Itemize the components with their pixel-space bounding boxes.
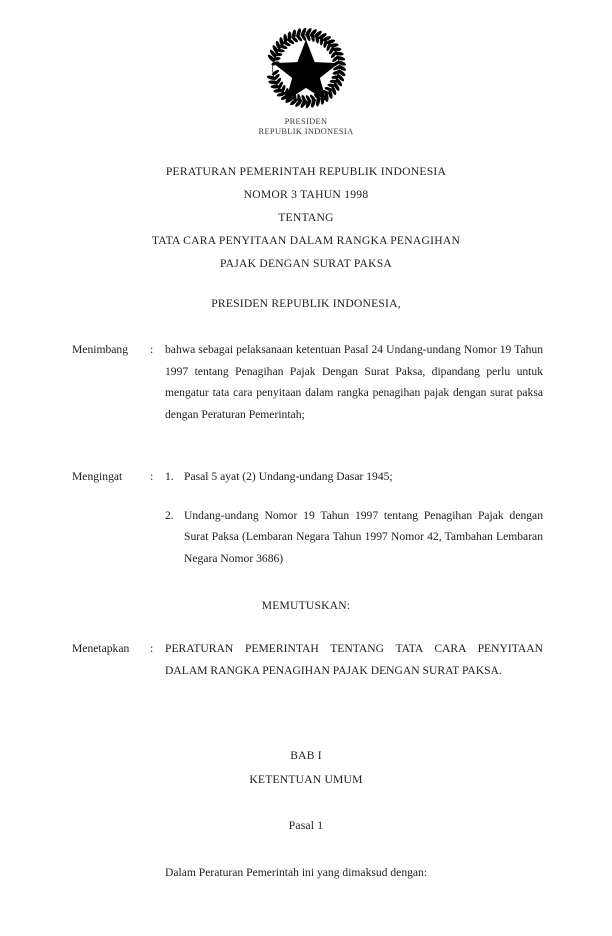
clause-menimbang-text: bahwa sebagai pelaksanaan ketentuan Pasal 24 Undang-undang Nomor 19 Tahun 1997 tentang Penagihan Pajak Dengan Surat Paksa, dipandang perlu untuk mengatur tata cara penyitaan dalam rangka penagihan pajak dengan surat paksa dengan Peraturan Pemerintah; (165, 343, 543, 421)
garuda-star-wreath-emblem (260, 22, 352, 114)
bab-title-heading: KETENTUAN UMUM (249, 773, 363, 786)
pasal-heading: Pasal 1 (288, 819, 324, 832)
emblem-block (0, 22, 612, 138)
clause-menimbang (72, 339, 543, 425)
clause-menetapkan-body (165, 638, 543, 681)
bab-heading: BAB I (290, 749, 322, 762)
document-title-block (0, 160, 612, 275)
title-line-5: PAJAK DENGAN SURAT PAKSA (219, 257, 393, 270)
emblem-caption-line-2: REPUBLIK INDONESIA (258, 127, 354, 137)
clause-menetapkan-colon: : (150, 642, 154, 655)
clause-menetapkan-text: PERATURAN PEMERINTAH TENTANG TATA CARA PENYITAAN DALAM RANGKA PENAGIHAN PAJAK DENGAN SURAT PAKSA. (165, 642, 543, 677)
title-line-4: TATA CARA PENYITAAN DALAM RANGKA PENAGIHAN (151, 234, 461, 247)
clause-menimbang-colon: : (150, 343, 154, 356)
clause-menetapkan (72, 638, 543, 681)
title-line-3: TENTANG (278, 211, 334, 224)
emblem-caption-line-1: PRESIDEN (284, 117, 328, 126)
clause-menimbang-label: Menimbang (72, 343, 129, 356)
list-item (165, 505, 543, 570)
list-item-text: Pasal 5 ayat (2) Undang-undang Dasar 1945; (184, 470, 393, 483)
clause-menimbang-body (165, 339, 543, 425)
body-intro-line: Dalam Peraturan Pemerintah ini yang dimaksud dengan: (165, 866, 428, 879)
memutuskan-heading: MEMUTUSKAN: (261, 599, 351, 612)
emblem-caption (0, 117, 612, 138)
list-item-text: Undang-undang Nomor 19 Tahun 1997 tentang Penagihan Pajak dengan Surat Paksa (Lembaran Negara Tahun 1997 Nomor 42, Tambahan Lembaran Negara Nomor 3686) (184, 508, 543, 565)
list-item-number: 2. (165, 508, 174, 522)
clause-mengingat-body (165, 466, 543, 569)
clause-mengingat-colon: : (150, 470, 154, 483)
title-line-2: NOMOR 3 TAHUN 1998 (243, 188, 369, 201)
clause-menetapkan-label: Menetapkan (72, 642, 130, 655)
clause-mengingat (72, 466, 543, 569)
title-line-1: PERATURAN PEMERINTAH REPUBLIK INDONESIA (165, 165, 447, 178)
clause-mengingat-label: Mengingat (72, 470, 123, 483)
mengingat-list (165, 466, 543, 569)
list-item-number: 1. (165, 470, 174, 483)
list-item (165, 466, 543, 488)
president-heading: PRESIDEN REPUBLIK INDONESIA, (211, 297, 401, 310)
